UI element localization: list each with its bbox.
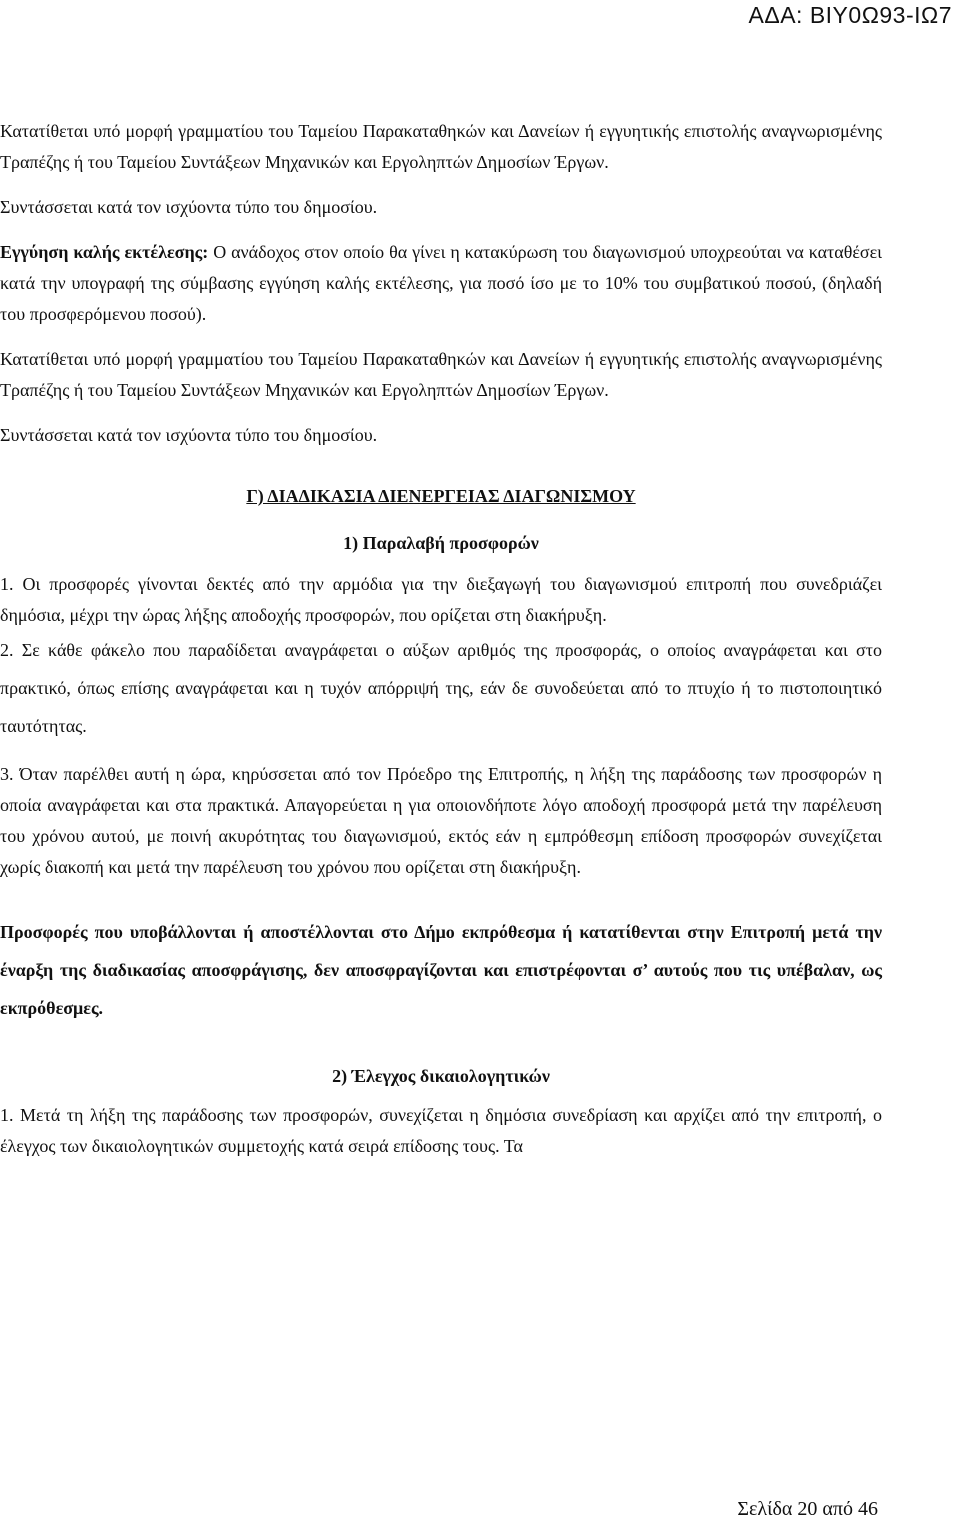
paragraph-drafting-note-2: Συντάσσεται κατά τον ισχύοντα τύπο του δημοσίου. [0, 425, 378, 445]
page-number-footer: Σελίδα 20 από 46 [737, 1498, 878, 1520]
performance-guarantee-label: Εγγύηση καλής εκτέλεσης: [0, 242, 209, 262]
subheading-documents-check: 2) Έλεγχος δικαιολογητικών [332, 1066, 550, 1086]
paragraph-guarantee-deposit: Κατατίθεται υπό μορφή γραμματίου του Ταμείου Παρακαταθηκών και Δανείων ή εγγυητικής επιστολής αναγνωρισμένης Τραπέζης ή του Ταμείου Συντάξεων Μηχανικών και Εργοληπτών Δημοσίων Έργων. [0, 121, 882, 172]
list-item-documents-1: 1. Μετά τη λήξη της παράδοσης των προσφορών, συνεχίζεται η δημόσια συνεδρίαση και αρχίζει από την επιτροπή, ο έλεγχος των δικαιολογητικών συμμετοχής κατά σειρά επίδοσης τους. Τα [0, 1105, 882, 1156]
paragraph-drafting-note: Συντάσσεται κατά τον ισχύοντα τύπο του δημοσίου. [0, 197, 378, 217]
subheading-offers-receipt: 1) Παραλαβή προσφορών [343, 533, 539, 553]
paragraph-performance-guarantee [0, 237, 882, 330]
document-id-header: ΑΔΑ: ΒΙΥ0Ω93-ΙΩ7 [748, 2, 952, 28]
section-heading [0, 481, 882, 512]
list-item-3: 3. Όταν παρέλθει αυτή η ώρα, κηρύσσεται από τον Πρόεδρο της Επιτροπής, η λήξη της παράδοσης των προσφορών η οποία αναγράφεται και στα πρακτικά. Απαγορεύεται η για οποιονδήποτε λόγο αποδοχή προσφορά μετά την παρέλευση του χρόνου αυτού, με ποινή ακυρότητας του διαγωνισμού, εκτός εάν η εμπρόθεσμη επίδοση προσφορών συνεχίζεται χωρίς διακοπή και μετά την παρέλευση του χρόνου που ορίζεται στη διακήρυξη. [0, 764, 882, 877]
document-body [0, 116, 882, 1162]
list-item-2: 2. Σε κάθε φάκελο που παραδίδεται αναγράφεται ο αύξων αριθμός της προσφοράς, ο οποίος αναγράφεται και στο πρακτικό, όπως επίσης αναγράφεται και η τυχόν απόρριψή της, εάν δε συνοδεύεται από το πτυχίο ή το πιστοποιητικό ταυτότητας. [0, 640, 882, 736]
section-heading-text: Γ) ΔΙΑΔΙΚΑΣΙΑ ΔΙΕΝΕΡΓΕΙΑΣ ΔΙΑΓΩΝΙΣΜΟΥ [246, 486, 636, 506]
paragraph-late-offers: Προσφορές που υποβάλλονται ή αποστέλλονται στο Δήμο εκπρόθεσμα ή κατατίθενται στην Επιτροπή μετά την έναρξη της διαδικασίας αποσφράγισης, δεν αποσφραγίζονται και επιστρέφονται σ’ αυτούς που τις υπέβαλαν, ως εκπρόθεσμες. [0, 922, 882, 1018]
performance-guarantee-text: Ο ανάδοχος στον οποίο θα γίνει η κατακύρωση του διαγωνισμού υποχρεούται να καταθέσει κατά την υπογραφή της σύμβασης εγγύηση καλής εκτέλεσης, για ποσό ίσο με το 10% του συμβατικού ποσού, (δηλαδή του προσφερόμενου ποσού). [0, 242, 882, 324]
list-item-1: 1. Οι προσφορές γίνονται δεκτές από την αρμόδια για την διεξαγωγή του διαγωνισμού επιτροπή που συνεδριάζει δημόσια, μέχρι την ώρας λήξης αποδοχής προσφορών, που ορίζεται στη διακήρυξη. [0, 574, 882, 625]
paragraph-guarantee-deposit-2: Κατατίθεται υπό μορφή γραμματίου του Ταμείου Παρακαταθηκών και Δανείων ή εγγυητικής επιστολής αναγνωρισμένης Τραπέζης ή του Ταμείου Συντάξεων Μηχανικών και Εργοληπτών Δημοσίων Έργων. [0, 349, 882, 400]
